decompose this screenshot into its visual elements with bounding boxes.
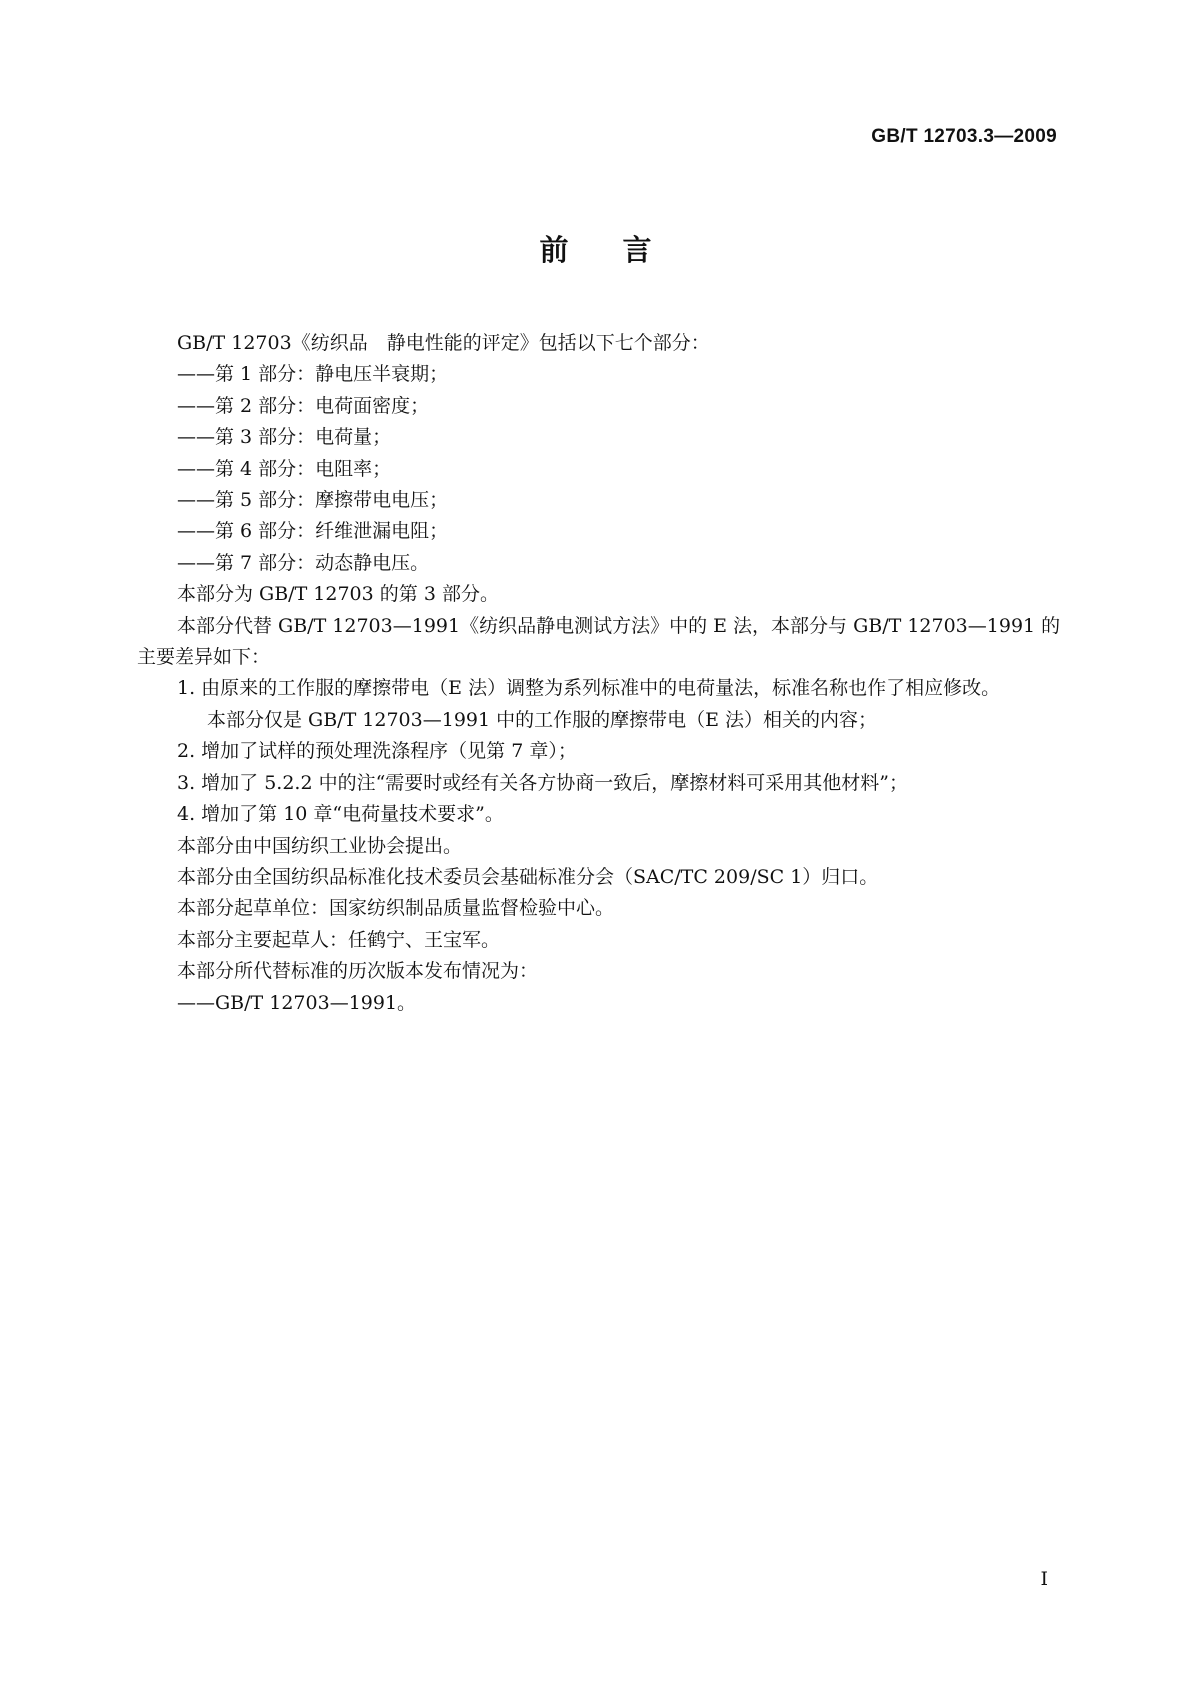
- replace-paragraph-line1: 本部分代替 GB/T 12703—1991《纺织品静电测试方法》中的 E 法，本部分与 GB/T 12703—1991 的: [177, 614, 1061, 637]
- difference-item: 4. 增加了第 10 章“电荷量技术要求”。: [177, 803, 504, 826]
- difference-item: 2. 增加了试样的预处理洗涤程序（见第 7 章）；: [177, 740, 577, 763]
- part-item: ——第 4 部分：电阻率；: [177, 457, 392, 480]
- drafting-unit-paragraph: 本部分起草单位：国家纺织制品质量监督检验中心。: [177, 897, 615, 920]
- page-title: 前言: [539, 233, 706, 267]
- standard-number: GB/T 12703.3—2009: [871, 126, 1057, 147]
- centralized-by-paragraph: 本部分由全国纺织品标准化技术委员会基础标准分会（SAC/TC 209/SC 1）归口。: [177, 865, 879, 888]
- drafters-paragraph: 本部分主要起草人：任鹤宁、王宝军。: [177, 928, 501, 951]
- difference-item: 3. 增加了 5.2.2 中的注“需要时或经有关各方协商一致后，摩擦材料可采用其他材料”；: [177, 771, 909, 794]
- replace-paragraph-line2: 主要差异如下：: [137, 646, 271, 669]
- part-item: ——第 2 部分：电荷面密度；: [177, 394, 430, 417]
- foreword-body: [137, 328, 1061, 1019]
- intro-paragraph: GB/T 12703《纺织品 静电性能的评定》包括以下七个部分：: [177, 332, 710, 354]
- history-item: ——GB/T 12703—1991。: [177, 991, 417, 1014]
- part-item: ——第 6 部分：纤维泄漏电阻；: [177, 520, 449, 543]
- page-number: I: [1040, 1568, 1048, 1590]
- part-item: ——第 3 部分：电荷量；: [177, 426, 392, 449]
- difference-item-continuation: 本部分仅是 GB/T 12703—1991 中的工作服的摩擦带电（E 法）相关的内容；: [207, 708, 878, 731]
- proposed-by-paragraph: 本部分由中国纺织工业协会提出。: [177, 834, 463, 857]
- part-item: ——第 5 部分：摩擦带电电压；: [177, 489, 449, 512]
- part-item: ——第 7 部分：动态静电压。: [177, 551, 430, 574]
- part-item: ——第 1 部分：静电压半衰期；: [177, 363, 449, 386]
- history-intro-paragraph: 本部分所代替标准的历次版本发布情况为：: [177, 960, 539, 983]
- this-part-paragraph: 本部分为 GB/T 12703 的第 3 部分。: [177, 583, 499, 606]
- difference-item: 1. 由原来的工作服的摩擦带电（E 法）调整为系列标准中的电荷量法，标准名称也作了相应修改。: [177, 677, 1001, 700]
